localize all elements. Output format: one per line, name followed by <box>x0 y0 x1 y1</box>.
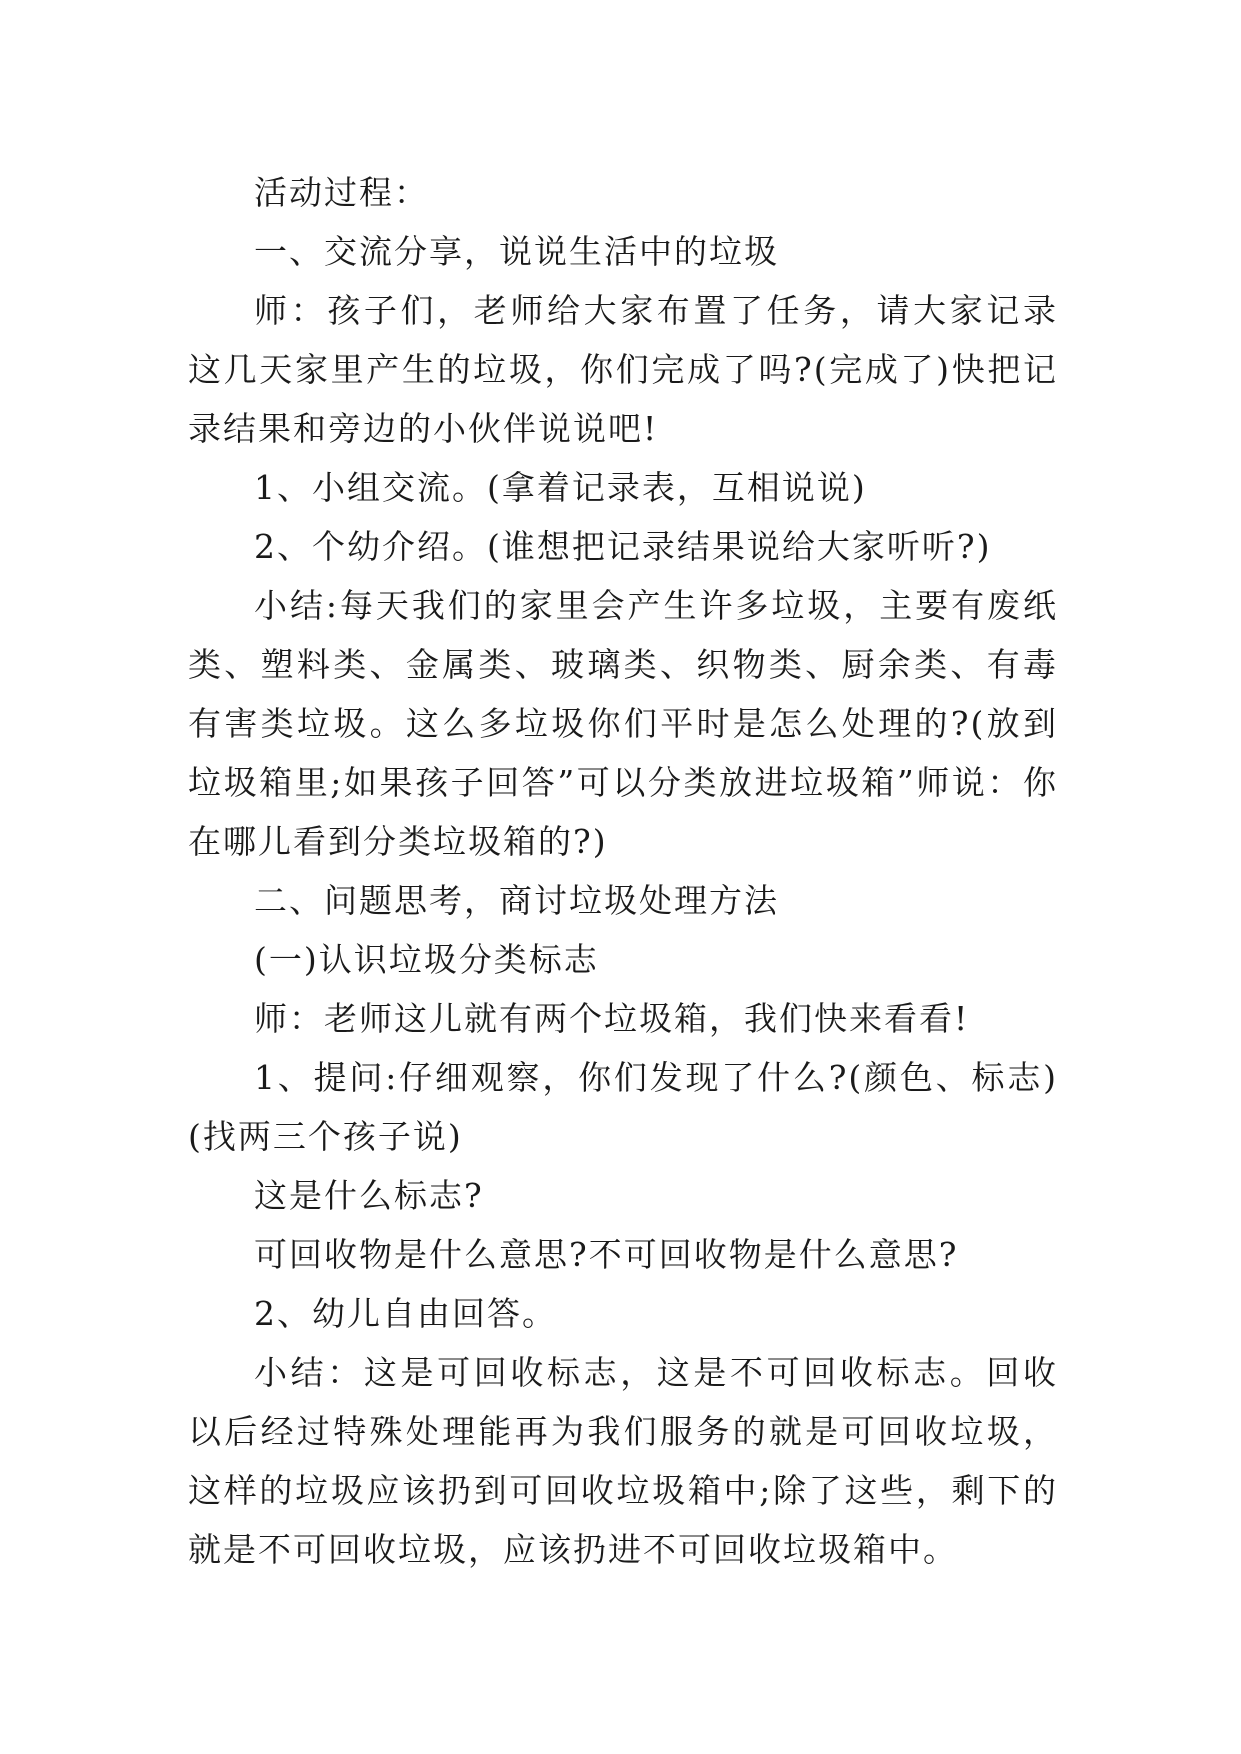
heading-section-one: 一、交流分享，说说生活中的垃圾 <box>254 232 779 271</box>
heading-subsection-one: (一)认识垃圾分类标志 <box>254 940 599 979</box>
paragraph-what-sign: 这是什么标志? <box>254 1176 484 1215</box>
paragraph-teacher-intro: 师：孩子们，老师给大家布置了任务，请大家记录这几天家里产生的垃圾，你们完成了吗?(完成了)快把记录结果和旁边的小伙伴说说吧! <box>188 291 1058 448</box>
paragraph-activity-process: 活动过程： <box>254 173 429 212</box>
paragraph-individual-intro: 2、个幼介绍。(谁想把记录结果说给大家听听?) <box>254 527 992 566</box>
document-body <box>188 163 1058 1579</box>
paragraph-free-answer: 2、幼儿自由回答。 <box>254 1294 557 1333</box>
paragraph-teacher-bins: 师：老师这儿就有两个垃圾箱，我们快来看看! <box>254 999 970 1038</box>
paragraph-summary-two: 小结：这是可回收标志，这是不可回收标志。回收以后经过特殊处理能再为我们服务的就是可回收垃圾，这样的垃圾应该扔到可回收垃圾箱中;除了这些，剩下的就是不可回收垃圾，应该扔进不可回收垃圾箱中。 <box>188 1353 1058 1569</box>
paragraph-question: 1、提问:仔细观察，你们发现了什么?(颜色、标志)(找两三个孩子说) <box>188 1058 1058 1156</box>
paragraph-summary-one: 小结:每天我们的家里会产生许多垃圾，主要有废纸类、塑料类、金属类、玻璃类、织物类、厨余类、有毒有害类垃圾。这么多垃圾你们平时是怎么处理的?(放到垃圾箱里;如果孩子回答”可以分类放进垃圾箱”师说：你在哪儿看到分类垃圾箱的?) <box>188 586 1058 861</box>
paragraph-recyclable-meaning: 可回收物是什么意思?不可回收物是什么意思? <box>254 1235 959 1274</box>
heading-section-two: 二、问题思考，商讨垃圾处理方法 <box>254 881 779 920</box>
paragraph-group-exchange: 1、小组交流。(拿着记录表，互相说说) <box>254 468 867 507</box>
